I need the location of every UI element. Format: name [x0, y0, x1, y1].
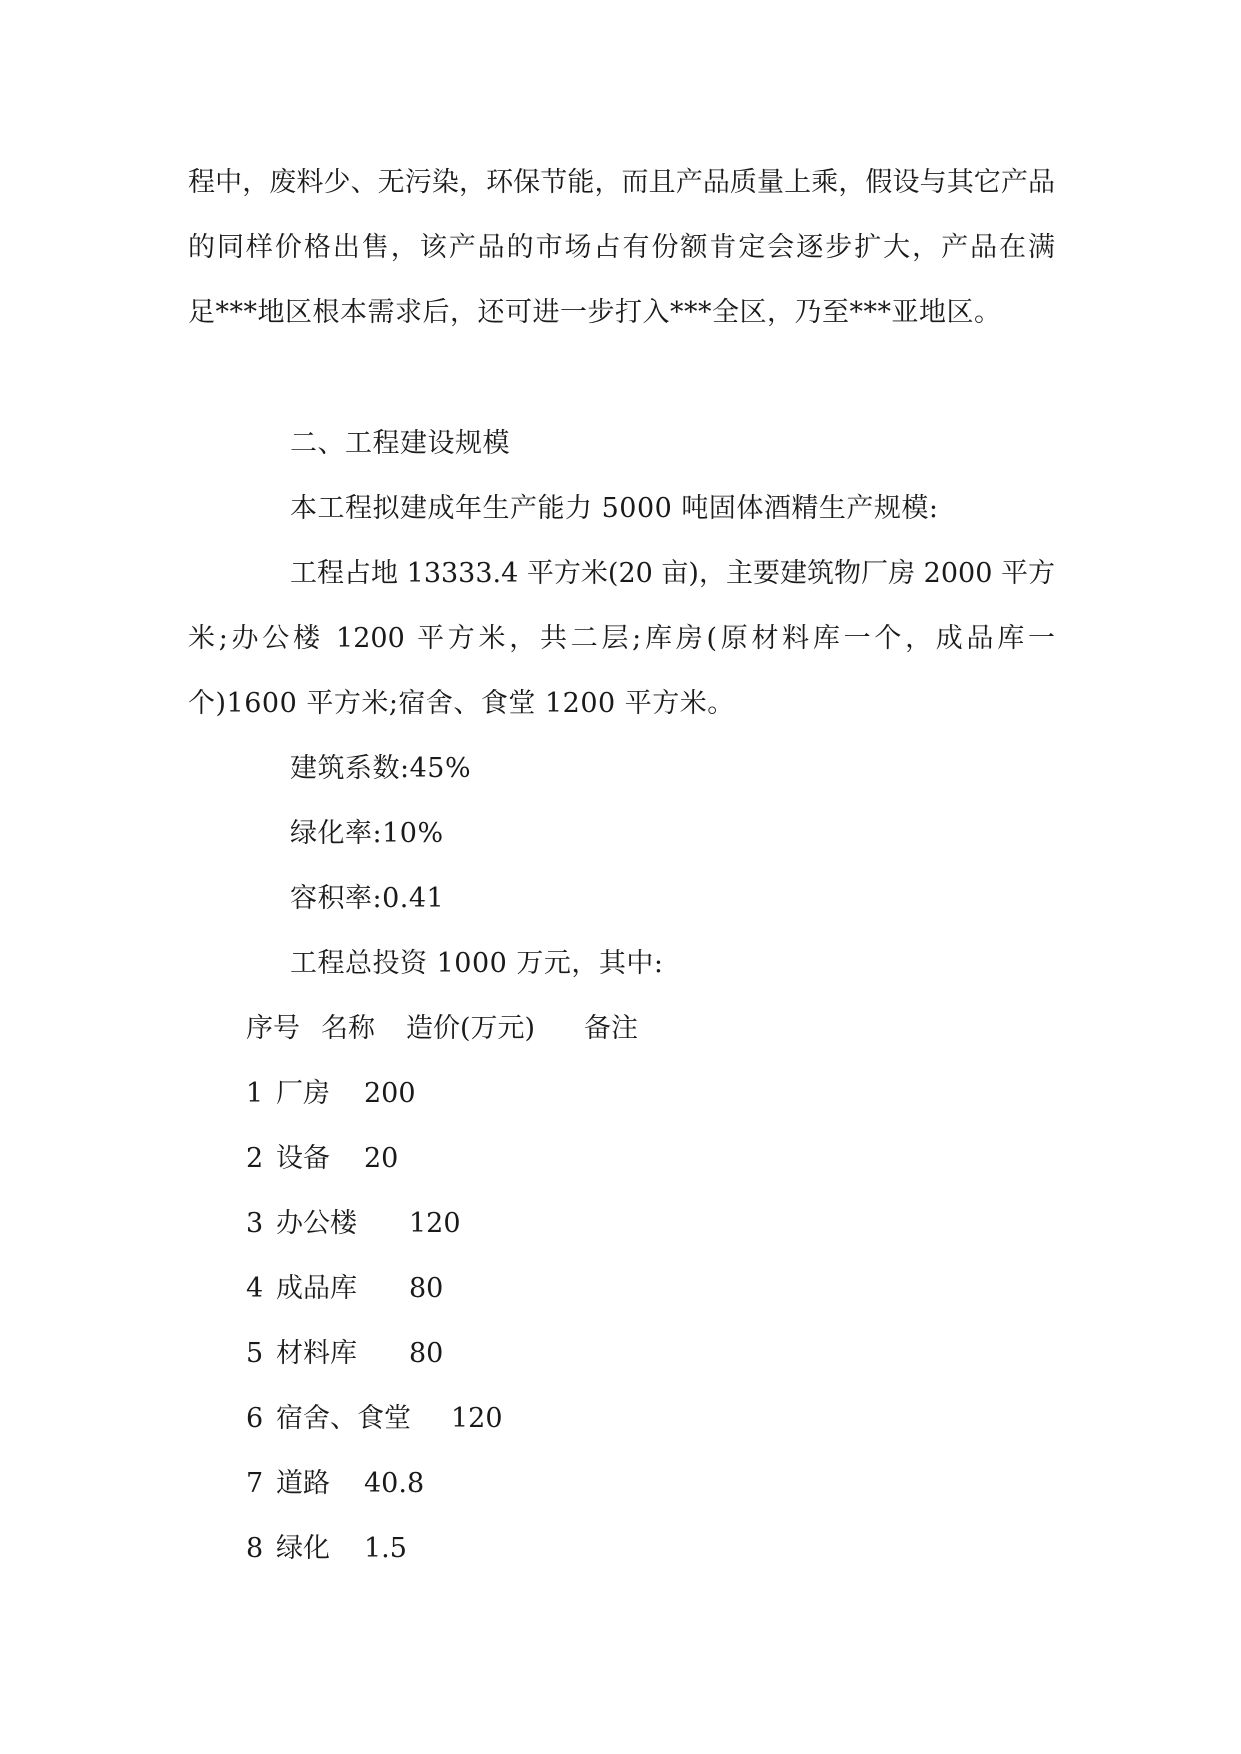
row-no: 6: [246, 1403, 264, 1434]
row-cost: 40.8: [364, 1468, 425, 1499]
building-coefficient: 建筑系数:45%: [290, 753, 472, 784]
capacity-line: 本工程拟建成年生产能力 5000 吨固体酒精生产规模:: [290, 493, 939, 524]
section-heading: 二、工程建设规模: [290, 428, 510, 459]
paragraph-line: 足***地区根本需求后，还可进一步打入***全区，乃至***亚地区。: [188, 297, 1002, 328]
header-note: 备注: [584, 1013, 638, 1044]
row-no: 2: [246, 1143, 264, 1174]
row-no: 7: [246, 1468, 264, 1499]
row-name: 成品库: [276, 1273, 357, 1304]
row-cost: 80: [409, 1338, 444, 1369]
row-cost: 120: [409, 1208, 461, 1239]
row-no: 1: [246, 1078, 264, 1109]
row-cost: 20: [364, 1143, 399, 1174]
row-cost: 80: [409, 1273, 444, 1304]
paragraph-line: 工程占地 13333.4 平方米(20 亩)，主要建筑物厂房 2000 平方: [290, 558, 1055, 589]
row-no: 5: [246, 1338, 264, 1369]
paragraph-line: 程中，废料少、无污染，环保节能，而且产品质量上乘，假设与其它产品: [188, 167, 1055, 198]
paragraph-line: 的同样价格出售，该产品的市场占有份额肯定会逐步扩大，产品在满: [188, 232, 1055, 263]
row-cost: 1.5: [364, 1533, 407, 1564]
header-cost: 造价(万元): [406, 1013, 536, 1044]
row-name: 绿化: [276, 1533, 330, 1564]
header-no: 序号: [246, 1013, 300, 1044]
greening-rate: 绿化率:10%: [290, 818, 444, 849]
row-cost: 200: [364, 1078, 416, 1109]
row-name: 宿舍、食堂: [276, 1403, 411, 1434]
row-name: 材料库: [276, 1338, 357, 1369]
row-cost: 120: [451, 1403, 503, 1434]
header-name: 名称: [321, 1013, 375, 1044]
paragraph-line: 个)1600 平方米;宿舍、食堂 1200 平方米。: [188, 688, 735, 719]
plot-ratio: 容积率:0.41: [290, 883, 445, 914]
row-name: 厂房: [276, 1078, 330, 1109]
row-no: 3: [246, 1208, 264, 1239]
row-no: 8: [246, 1533, 264, 1564]
row-no: 4: [246, 1273, 264, 1304]
row-name: 设备: [276, 1143, 330, 1174]
row-name: 办公楼: [276, 1208, 357, 1239]
paragraph-line: 米;办公楼 1200 平方米，共二层;库房(原材料库一个，成品库一: [188, 623, 1055, 654]
investment-line: 工程总投资 1000 万元，其中:: [290, 948, 664, 979]
row-name: 道路: [276, 1468, 330, 1499]
